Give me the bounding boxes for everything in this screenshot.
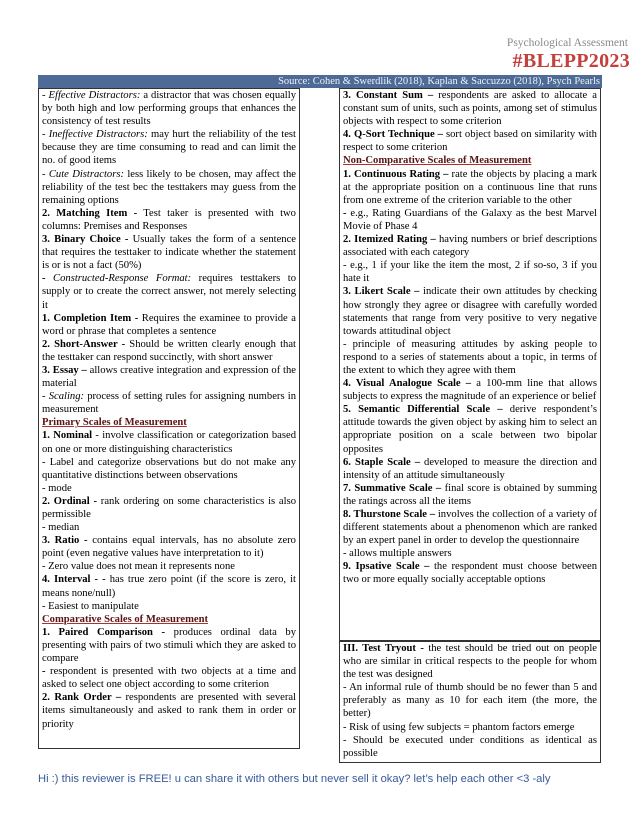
section-heading-non-comparative-scales: Non-Comparative Scales of Measurement (343, 155, 532, 167)
list-item: 2. Itemized Rating – having numbers or brief descriptions associated with each category (343, 234, 597, 259)
source-bar: Source: Cohen & Swerdlik (2018), Kaplan & Saccuzzo (2018), Psych Pearls (38, 75, 602, 88)
list-item: - principle of measuring attitudes by asking people to respond to a series of statements about a topic, in terms of the extent to which they agree with them (343, 338, 597, 376)
list-item: - Cute Distractors: less likely to be chosen, may affect the reliability of the test bec the testtakers may guess from the remaining options (42, 168, 297, 206)
list-item: - Easiest to manipulate (42, 600, 139, 612)
list-item: - median (42, 522, 80, 534)
header-title: #BLEPP2023 (512, 50, 630, 72)
right-column-scales (339, 88, 601, 641)
list-item: 3. Binary Choice - Usually takes the form of a sentence that requires the testtaker to indicate whether the statement is or is not a fact (50%) (42, 234, 296, 272)
list-item: 4. Q-Sort Technique – sort object based on similarity with respect to some criterion (343, 129, 597, 154)
list-item: 1. Continuous Rating – rate the objects by placing a mark at the appropriate position on a continuous line that runs from one extreme of the criterion variable to the other (343, 168, 598, 206)
list-item: - Should be executed under conditions as identical as possible (343, 734, 597, 759)
section-heading-primary-scales: Primary Scales of Measurement (42, 417, 187, 429)
list-item: - Scaling: process of setting rules for assigning numbers in measurement (42, 391, 296, 416)
list-item: 3. Essay – allows creative integration and expression of the material (42, 364, 296, 390)
list-item: - Risk of using few subjects = phantom factors emerge (343, 721, 575, 733)
right-column-test-tryout (339, 641, 601, 763)
list-item: - respondent is presented with two objects at a time and asked to select one object according to some criterion (42, 666, 296, 691)
list-item: 8. Thurstone Scale – involves the collection of a variety of different statements about a phenomenon which are ranked by an expert panel in order to develop the questionnaire (343, 509, 597, 547)
list-item: 1. Paired Comparison - produces ordinal data by presenting with pairs of two stimuli which they are asked to compare (42, 626, 296, 665)
footer-note: Hi :) this reviewer is FREE! u can share it with others but never sell it okay? let’s help each other <3 -aly (38, 773, 551, 785)
list-item: - Effective Distractors: a distractor that was chosen equally by both high and low performing groups that enhances the consistency of test results (42, 90, 296, 128)
list-item: - An informal rule of thumb should be no fewer than 5 and preferably as many as 10 for each item (the more, the better) (343, 682, 597, 720)
header-subtitle: Psychological Assessment (506, 37, 628, 49)
list-item: 6. Staple Scale – developed to measure the direction and intensity of an attitude simultaneously (343, 456, 597, 481)
list-item: - Label and categorize observations but do not make any quantitative distinctions between observations (42, 456, 296, 481)
list-item: - Zero value does not mean it represents none (42, 561, 235, 573)
list-item: 2. Ordinal - rank ordering on some characteristics is also permissible (42, 495, 297, 520)
section-heading-comparative-scales: Comparative Scales of Measurement (42, 613, 209, 625)
list-item: 9. Ipsative Scale – the respondent must choose between two or more equally socially acceptable options (343, 561, 597, 586)
list-item: - Ineffective Distractors: may hurt the reliability of the test because they are time consuming to read and can limit the no. of good items (42, 129, 296, 167)
list-item: - mode (42, 482, 72, 494)
list-item: 1. Nominal - involve classification or categorization based on one or more distinguishing characteristics (42, 430, 296, 455)
list-item: - Constructed-Response Format: requires testtakers to supply or to create the correct answer, not merely selecting it (42, 273, 297, 311)
list-item: 3. Constant Sum – respondents are asked to allocate a constant sum of units, such as points, among set of stimulus objects with respect to some criterion (343, 90, 597, 128)
list-item: 2. Rank Order – respondents are presented with several items simultaneously and asked to rank them in order or priority (42, 692, 296, 730)
list-item: 1. Completion Item - Requires the examinee to provide a word or phrase that completes a sentence (42, 312, 296, 337)
list-item: III. Test Tryout - the test should be tried out on people who are similar in critical respects to the people for whom the test was designed (343, 643, 597, 681)
list-item: 2. Short-Answer - Should be written clearly enough that the testtaker can respond succinctly, with short answer (42, 338, 296, 363)
list-item: 4. Visual Analogue Scale – a 100-mm line that allows subjects to express the magnitude of an experience or belief (343, 378, 597, 403)
list-item: - e.g., 1 if your like the item the most, 2 if so-so, 3 if you hate it (343, 260, 597, 285)
list-item: 5. Semantic Differential Scale – derive respondent’s attitude towards the given object by asking him to select an appropriate position on a scale between two bipolar opposites (343, 404, 597, 455)
list-item: - allows multiple answers (343, 548, 452, 560)
left-column (38, 88, 300, 749)
list-item: 3. Ratio - contains equal intervals, has no absolute zero point (even negative values have interpretation to it) (42, 535, 296, 560)
list-item: - e.g., Rating Guardians of the Galaxy as the best Marvel Movie of Phase 4 (343, 207, 597, 232)
list-item: 3. Likert Scale – indicate their own attitudes by checking how strongly they agree or disagree with carefully worded statements that range from very positive to very negative towards attitudinal object (343, 286, 597, 337)
list-item: 7. Summative Scale – final score is obtained by summing the ratings across all the items (343, 482, 597, 507)
list-item: 2. Matching Item - Test taker is presented with two columns: Premises and Responses (42, 207, 296, 232)
list-item: 4. Interval - - has true zero point (if the score is zero, it means none/null) (42, 574, 296, 599)
